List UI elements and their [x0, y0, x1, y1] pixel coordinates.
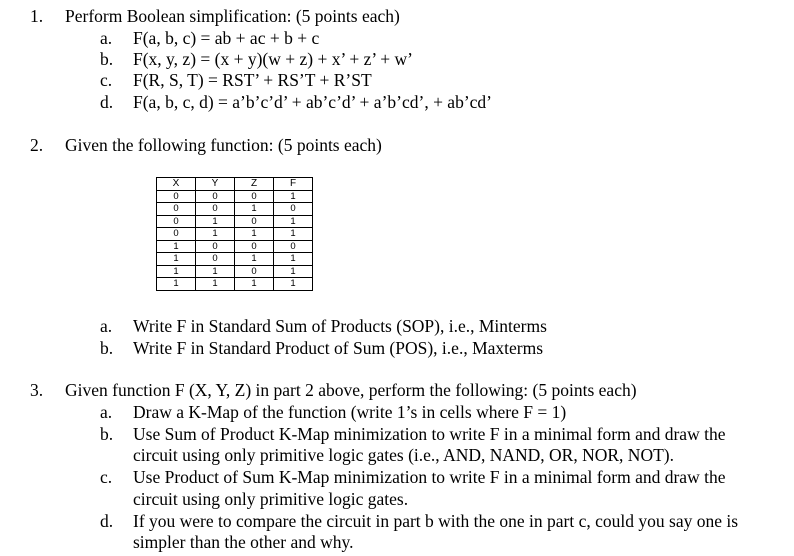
cell-z: 1 — [235, 203, 274, 216]
cell-f: 1 — [274, 265, 313, 278]
table-row — [157, 265, 313, 278]
table-row — [157, 190, 313, 203]
item-text: F(x, y, z) = (x + y)(w + z) + x’ + z’ + w’ — [133, 49, 413, 69]
item-text: Use Product of Sum K-Map minimization to write F in a minimal form and draw the — [133, 467, 726, 487]
cell-x: 0 — [157, 228, 196, 241]
item-text: Use Sum of Product K-Map minimization to write F in a minimal form and draw the — [133, 424, 726, 444]
item-label: c. — [100, 70, 113, 90]
cell-z: 1 — [235, 253, 274, 266]
truth-table-header-row — [157, 178, 313, 191]
cell-x: 1 — [157, 253, 196, 266]
cell-y: 1 — [196, 278, 235, 291]
cell-f: 0 — [274, 240, 313, 253]
cell-y: 0 — [196, 240, 235, 253]
cell-z: 0 — [235, 190, 274, 203]
cell-x: 1 — [157, 240, 196, 253]
item-text: If you were to compare the circuit in part b with the one in part c, could you say one is — [133, 511, 739, 531]
item-text: F(a, b, c, d) = a’b’c’d’ + ab’c’d’ + a’b’cd’, + ab’cd’ — [133, 92, 492, 112]
cell-z: 0 — [235, 215, 274, 228]
cell-f: 1 — [274, 190, 313, 203]
question-number: 2. — [30, 135, 44, 155]
item-label: d. — [100, 511, 114, 531]
cell-x: 1 — [157, 265, 196, 278]
cell-y: 1 — [196, 265, 235, 278]
item-text: Write F in Standard Sum of Products (SOP), i.e., Minterms — [133, 316, 547, 336]
item-text: circuit using only primitive logic gates (i.e., AND, NAND, OR, NOR, NOT). — [133, 445, 674, 465]
item-label: a. — [100, 402, 113, 422]
cell-y: 0 — [196, 253, 235, 266]
table-row — [157, 278, 313, 291]
item-text: F(R, S, T) = RST’ + RS’T + R’ST — [133, 70, 372, 90]
table-row — [157, 240, 313, 253]
cell-y: 1 — [196, 228, 235, 241]
table-row — [157, 215, 313, 228]
cell-y: 0 — [196, 203, 235, 216]
cell-x: 0 — [157, 203, 196, 216]
item-label: a. — [100, 316, 113, 336]
cell-x: 1 — [157, 278, 196, 291]
question-number: 3. — [30, 380, 44, 400]
cell-x: 0 — [157, 215, 196, 228]
header-x: X — [157, 178, 196, 191]
cell-y: 0 — [196, 190, 235, 203]
table-row — [157, 253, 313, 266]
cell-z: 1 — [235, 228, 274, 241]
cell-f: 1 — [274, 253, 313, 266]
item-text: Draw a K-Map of the function (write 1’s in cells where F = 1) — [133, 402, 567, 422]
header-z: Z — [235, 178, 274, 191]
cell-f: 0 — [274, 203, 313, 216]
item-label: d. — [100, 92, 114, 112]
item-label: b. — [100, 49, 114, 69]
question-text: Perform Boolean simplification: (5 points each) — [65, 6, 400, 26]
cell-f: 1 — [274, 278, 313, 291]
header-y: Y — [196, 178, 235, 191]
cell-z: 0 — [235, 240, 274, 253]
cell-x: 0 — [157, 190, 196, 203]
question-text: Given the following function: (5 points each) — [65, 135, 382, 155]
item-text: Write F in Standard Product of Sum (POS), i.e., Maxterms — [133, 338, 544, 358]
cell-f: 1 — [274, 215, 313, 228]
cell-z: 0 — [235, 265, 274, 278]
item-label: b. — [100, 338, 114, 358]
item-text: simpler than the other and why. — [133, 532, 354, 552]
truth-table — [156, 177, 313, 291]
table-row — [157, 228, 313, 241]
header-f: F — [274, 178, 313, 191]
item-label: c. — [100, 467, 113, 487]
question-text: Given function F (X, Y, Z) in part 2 above, perform the following: (5 points each) — [65, 380, 637, 400]
question-number: 1. — [30, 6, 44, 26]
item-text: circuit using only primitive logic gates. — [133, 489, 409, 509]
cell-y: 1 — [196, 215, 235, 228]
table-row — [157, 203, 313, 216]
item-label: a. — [100, 28, 113, 48]
item-label: b. — [100, 424, 114, 444]
cell-z: 1 — [235, 278, 274, 291]
cell-f: 1 — [274, 228, 313, 241]
item-text: F(a, b, c) = ab + ac + b + c — [133, 28, 320, 48]
